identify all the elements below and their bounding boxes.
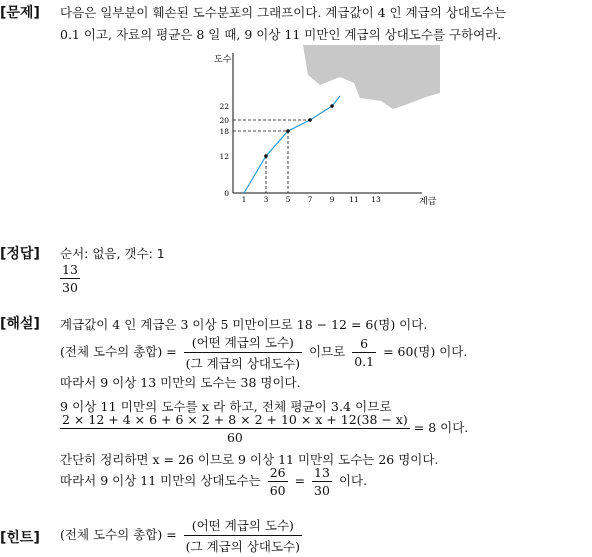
relative-frequency-numerator-1: 26 [269,465,286,480]
solution-fraction-2-numerator: 6 [352,336,376,353]
solution-line-2-post: = 60(명) 이다. [383,344,468,359]
hint-fraction-denominator: (그 계급의 상대도수) [185,539,300,554]
frequency-polygon-chart [200,45,440,205]
y-tick-label: 20 [219,116,229,125]
x-tick-label: 5 [285,195,291,204]
solution-line-2-pre: (전체 도수의 총합) = [60,344,177,359]
solution-line-2 [60,333,467,372]
relative-frequency-denominator-1: 60 [269,483,286,498]
x-tick-label: 11 [349,195,359,204]
x-tick-label: 7 [307,195,313,204]
relative-frequency-numerator-2: 13 [314,465,330,480]
solution-line-7 [60,465,367,498]
mean-equation-denominator: 60 [226,430,243,445]
answer-denominator: 30 [62,280,78,295]
solution-line-4: 9 이상 11 미만의 도수를 x 라 하고, 전체 평균이 3.4 이므로 [60,399,392,414]
relative-frequency-denominator-2: 30 [314,483,330,498]
x-tick-label: 13 [371,195,381,204]
y-tick-label: 12 [219,152,229,161]
hint-formula [60,516,305,555]
y-tick-label: 18 [219,127,229,136]
solution-line-1: 계급값이 4 인 계급은 3 이상 5 미만이므로 18 − 12 = 6(명) 이다. [60,317,428,332]
y-axis-label: 도수 [214,55,232,65]
y-tick-label: 22 [219,102,229,111]
y-tick-label: 0 [224,189,229,198]
solution-fraction-1-numerator: (어떤 계급의 도수) [184,333,302,353]
data-point [264,154,268,158]
hint-fraction-numerator: (어떤 계급의 도수) [184,516,302,536]
data-point [286,129,290,133]
x-axis-label: 계급 [419,197,437,205]
data-point [308,118,312,122]
hint-tag: [힌트] [0,530,40,546]
answer-numerator: 13 [62,262,78,277]
x-tick-label: 9 [329,195,335,204]
solution-line-7-pre: 따라서 9 이상 11 미만의 상대도수는 [60,473,261,488]
solution-fraction-2-denominator: 0.1 [354,354,375,369]
solution-tag: [해설] [0,316,40,332]
solution-line-3: 따라서 9 이상 13 미만의 도수는 38 명이다. [60,375,301,390]
solution-line-2-mid: 이므로 [308,344,346,359]
x-tick-label: 1 [241,195,247,204]
mean-equation-numerator: 2 × 12 + 4 × 6 + 6 × 2 + 8 × 2 + 10 × x + 12(38 − x) [62,412,408,427]
hint-formula-pre: (전체 도수의 총합) = [60,527,177,542]
problem-text-line-2: 0.1 이고, 자료의 평균은 8 일 때, 9 이상 11 미만인 계급의 상대도수를 구하여라. [60,27,502,42]
problem-tag: [문제] [0,5,40,21]
data-point [330,104,334,108]
problem-text-line-1: 다음은 일부분이 훼손된 도수분포의 그래프이다. 계급값이 4 인 계급의 상대도수는 [60,5,507,20]
solution-line-5 [60,412,468,445]
solution-line-6: 간단히 정리하면 x = 26 이므로 9 이상 11 미만의 도수는 26 명이다. [60,452,439,467]
solution-fraction-1-denominator: (그 계급의 상대도수) [185,356,300,371]
answer-tag: [정답] [0,246,40,262]
answer-fraction [60,262,80,295]
x-tick-label: 3 [263,195,269,204]
damaged-region [303,45,440,109]
solution-line-7-post: 이다. [338,473,368,488]
mean-equation-post: = 8 이다. [413,420,469,435]
answer-text: 순서: 없음, 갯수: 1 [60,246,165,261]
relative-frequency-equals: = [294,473,306,488]
frequency-polygon-line [244,96,340,193]
